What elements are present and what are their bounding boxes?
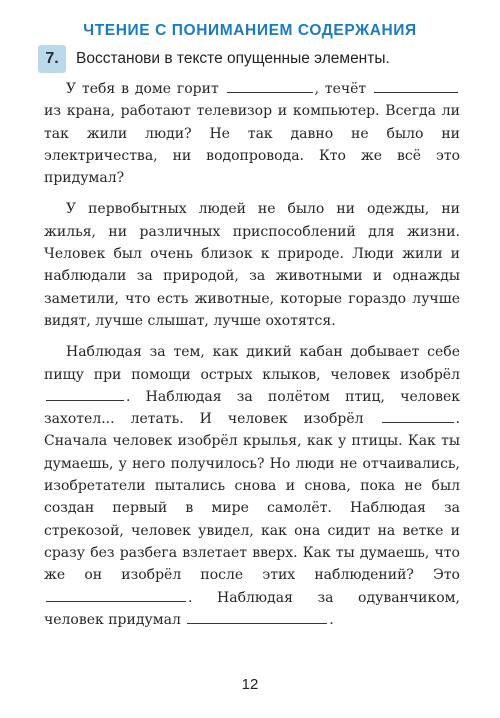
paragraph-3 [44,341,460,631]
section-title: ЧТЕНИЕ С ПОНИМАНИЕМ СОДЕРЖАНИЯ [83,22,417,39]
reading-text [44,78,460,640]
blank-line-5 [46,587,186,602]
blank-line-6 [187,609,327,624]
paragraph-1-part-3: из крана, работают телевизор и компьютер. Всегда ли так жили люди? Не так давно не было ни электричества, ни водопровода. Кто же всё это придумал? [44,103,460,187]
paragraph-1-part-1: У тебя в доме горит [66,81,219,97]
paragraph-3-part-5: . [329,611,334,628]
paragraph-3-part-2: . Наблюдая за полётом птиц, человек захотел... летать. И человек изобрёл [44,388,460,428]
paragraph-1-part-2: , течёт [314,81,367,97]
blank-line-3 [46,386,124,401]
task-header [38,46,390,72]
blank-line-1 [227,78,313,93]
paragraph-2: У первобытных людей не было ни одежды, ни жилья, ни различных приспособлений для жизни. Человек был очень близок к природе. Люди жили и наблюдали за природой, за животными и однажды заметили, что есть животные, которые гораздо лучше видят, лучше слышат, лучше охотятся. [44,201,460,329]
paragraph-3-part-3: . Сначала человек изобрёл крылья, как у птицы. Как ты думаешь, у него получилось? Но люди не отчаивались, изобретатели пытались снова и снова, пока не был создан первый в мире самолёт. Наблюдая за стрекозой, человек увидел, как она сидит на ветке и сразу без разбега взлетает вверх. Как ты думаешь, что же он изобрёл после этих наблюдений? Это [44,411,460,584]
task-number-badge: 7. [38,45,66,73]
paragraph-1 [44,78,460,189]
paragraph-3-part-4: . Наблюдая за одуванчиком, человек придумал [44,589,460,628]
page-number: 12 [241,676,259,693]
task-instruction: Восстанови в тексте опущенные элементы. [76,50,390,67]
blank-line-2 [374,78,458,93]
blank-line-4 [382,408,454,423]
paragraph-3-part-1: Наблюдая за тем, как дикий кабан добывает себе пищу при помощи острых клыков, человек изобрёл [44,344,460,383]
